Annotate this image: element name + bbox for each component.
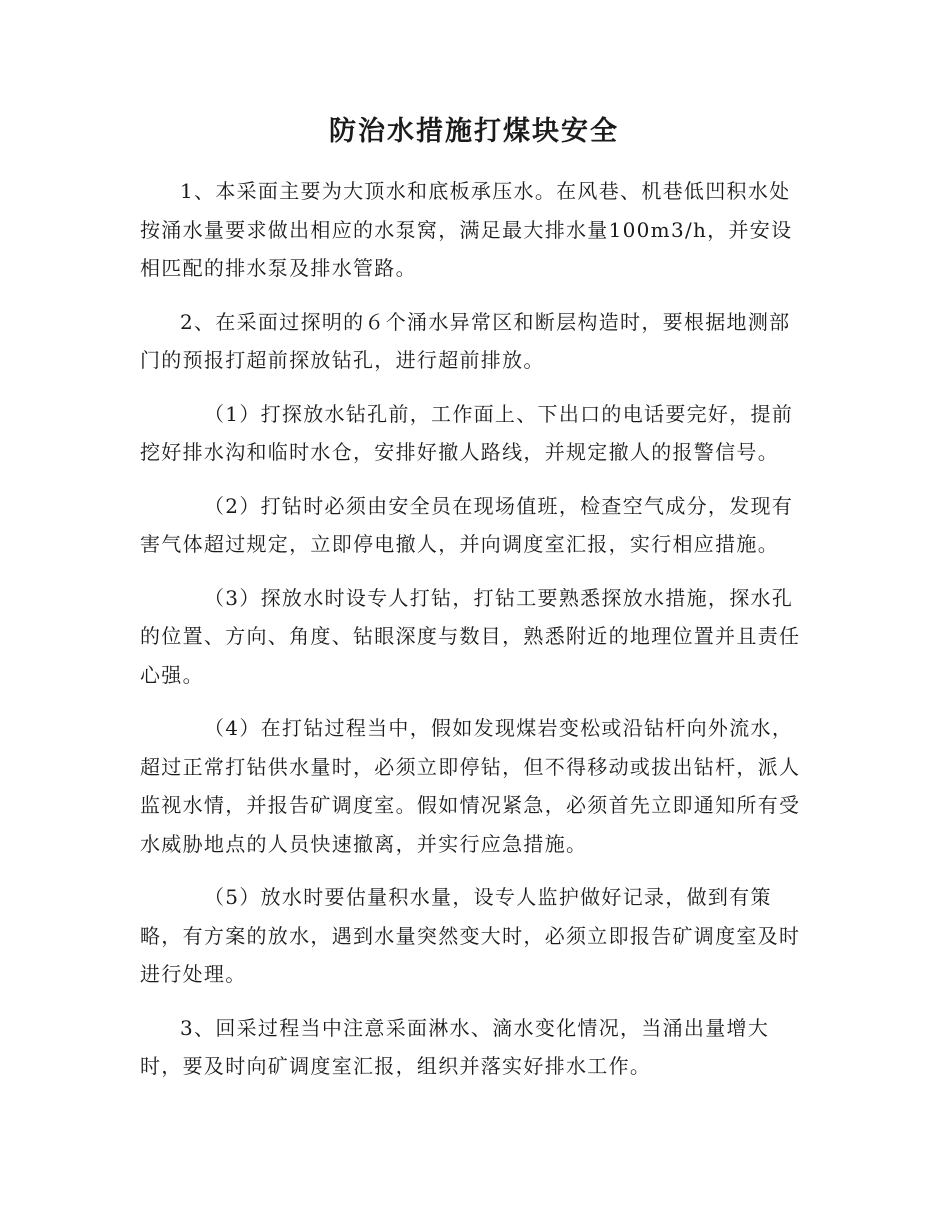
paragraph-2-item-1: （1）打探放水钻孔前，工作面上、下出口的电话要完好，提前挖好排水沟和临时水仓，安排好撤人路线，并规定撤人的报警信号。 [140,401,794,464]
paragraph-2-item-3: （3）探放水时设专人打钻，打钻工要熟悉探放水措施，探水孔的位置、方向、角度、钻眼深度与数目，熟悉附近的地理位置并且责任心强。 [140,585,801,687]
paragraph-2: 2、在采面过探明的６个涌水异常区和断层构造时，要根据地测部门的预报打超前探放钻孔，进行超前排放。 [140,309,791,372]
paragraph-2-item-2: （2）打钻时必须由安全员在现场值班，检查空气成分，发现有害气体超过规定，立即停电撤人，并向调度室汇报，实行相应措施。 [140,493,794,556]
paragraph-3: 3、回采过程当中注意采面淋水、滴水变化情况，当涌出量增大时，要及时向矿调度室汇报，组织并落实好排水工作。 [140,1015,770,1078]
document-page [140,112,808,1101]
paragraph-2-item-4: （4）在打钻过程当中，假如发现煤岩变松或沿钻杆向外流水，超过正常打钻供水量时，必须立即停钻，但不得移动或拔出钻杆，派人监视水情，并报告矿调度室。假如情况紧急，必须首先立即通知所有受水威胁地点的人员快速撤离，并实行应急措施。 [140,716,801,856]
paragraph-1: 1、本采面主要为大顶水和底板承压水。在风巷、机巷低凹积水处按涌水量要求做出相应的水泵窝，满足最大排水量100m3/h，并安设相匹配的排水泵及排水管路。 [140,179,793,280]
document-title: 防治水措施打煤块安全 [329,116,619,147]
paragraph-2-item-5: （5）放水时要估量积水量，设专人监护做好记录，做到有策略，有方案的放水，遇到水量突然变大时，必须立即报告矿调度室及时进行处理。 [140,885,801,986]
